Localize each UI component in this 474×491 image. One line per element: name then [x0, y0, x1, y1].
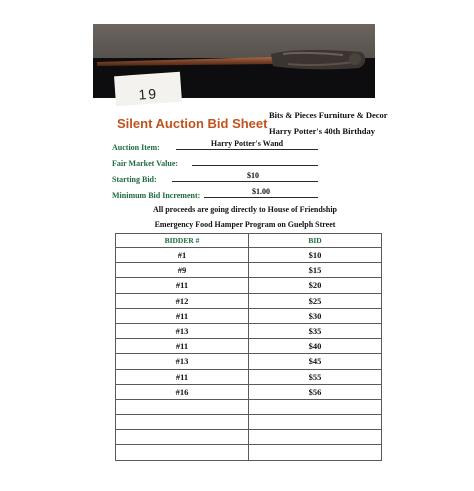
bidder-cell: #9: [116, 263, 249, 278]
bid-cell: $10: [249, 248, 382, 263]
table-row: [116, 248, 382, 263]
fair-market-value-field: [112, 154, 318, 168]
table-row: [116, 339, 382, 354]
table-row: [116, 293, 382, 308]
starting-bid-line: [172, 181, 318, 182]
auction-item-field: [112, 138, 318, 152]
table-row: [116, 323, 382, 338]
bid-cell: $35: [249, 323, 382, 338]
auction-item-value: Harry Potter's Wand: [210, 139, 284, 148]
bid-header: BID: [249, 234, 382, 248]
bidder-cell: #1: [116, 248, 249, 263]
bid-cell: $55: [249, 369, 382, 384]
min-increment-label: Minimum Bid Increment:: [112, 191, 201, 200]
bidder-cell: [116, 415, 249, 430]
bid-cell: $20: [249, 278, 382, 293]
bidder-cell: #16: [116, 384, 249, 399]
bidder-cell: [116, 445, 249, 460]
starting-bid-field: [112, 170, 318, 184]
table-row: [116, 445, 382, 460]
table-row: [116, 399, 382, 414]
bidder-number-header: BIDDER #: [116, 234, 249, 248]
bidder-cell: #11: [116, 278, 249, 293]
table-row: [116, 354, 382, 369]
bidder-cell: #13: [116, 323, 249, 338]
bidder-cell: #11: [116, 339, 249, 354]
bid-cell: $30: [249, 308, 382, 323]
bid-cell: $56: [249, 384, 382, 399]
min-increment-value: $1.00: [252, 187, 270, 196]
table-row: [116, 263, 382, 278]
starting-bid-label: Starting Bid:: [112, 175, 157, 184]
organization-name: Bits & Pieces Furniture & Decor: [269, 110, 388, 120]
proceeds-line-1: All proceeds are going directly to House of Friendship: [153, 205, 337, 214]
bid-table: [115, 233, 382, 461]
table-row: [116, 308, 382, 323]
bid-cell: $25: [249, 293, 382, 308]
bid-cell: [249, 430, 382, 445]
bidder-cell: [116, 399, 249, 414]
table-row: [116, 369, 382, 384]
event-name: Harry Potter's 40th Birthday: [269, 126, 375, 136]
item-number-tag: 19: [114, 72, 182, 107]
bidder-cell: #11: [116, 308, 249, 323]
bidder-cell: #11: [116, 369, 249, 384]
bid-cell: [249, 399, 382, 414]
wand-photo: [93, 24, 375, 103]
bid-cell: $15: [249, 263, 382, 278]
bid-cell: $45: [249, 354, 382, 369]
page-title: Silent Auction Bid Sheet: [117, 116, 268, 131]
table-row: [116, 415, 382, 430]
bid-cell: [249, 415, 382, 430]
table-row: [116, 384, 382, 399]
bidder-cell: [116, 430, 249, 445]
wand-image: [93, 24, 375, 90]
auction-item-line: [176, 149, 318, 150]
bid-cell: [249, 445, 382, 460]
table-row: [116, 278, 382, 293]
auction-item-label: Auction Item:: [112, 143, 160, 152]
proceeds-line-2: Emergency Food Hamper Program on Guelph Street: [154, 220, 336, 229]
min-increment-field: [112, 186, 318, 200]
bidder-cell: #12: [116, 293, 249, 308]
bid-cell: $40: [249, 339, 382, 354]
starting-bid-value: $10: [247, 171, 259, 180]
fair-market-value-label: Fair Market Value:: [112, 159, 179, 168]
table-row: [116, 430, 382, 445]
bidder-cell: #13: [116, 354, 249, 369]
min-increment-line: [204, 197, 318, 198]
bid-table-header-row: [116, 234, 382, 248]
fair-market-value-line: [192, 165, 318, 166]
